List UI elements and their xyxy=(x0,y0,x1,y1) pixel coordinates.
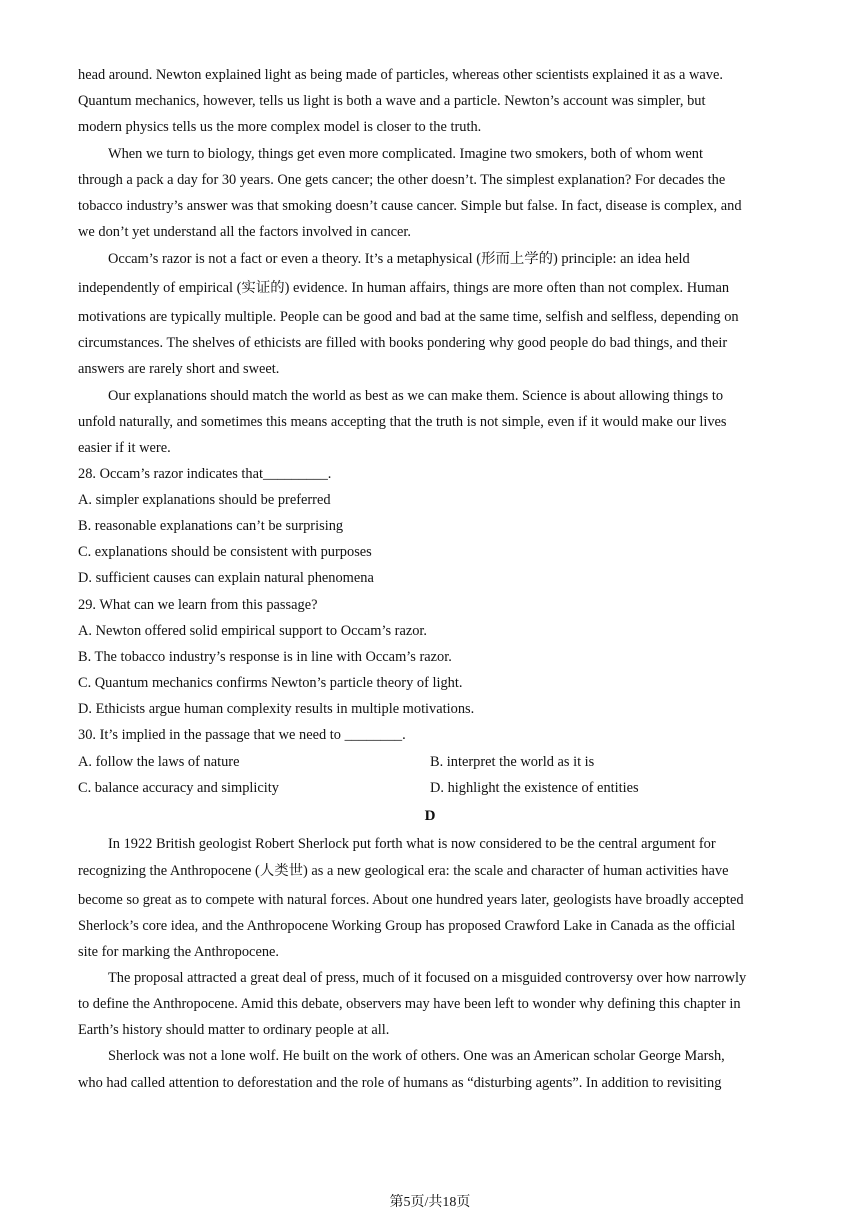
question-29-option-d: D. Ethicists argue human complexity results in multiple motivations. xyxy=(78,701,475,717)
passage-line: we don’t yet understand all the factors involved in cancer. xyxy=(78,224,412,240)
question-30-option-a: A. follow the laws of nature xyxy=(78,754,240,770)
passage-line: become so great as to compete with natural forces. About one hundred years later, geologists have broadly accepted xyxy=(78,892,744,908)
passage-line: independently of empirical (实证的) evidence. In human affairs, things are more often than not complex. Human xyxy=(78,280,730,296)
passage-line: modern physics tells us the more complex model is closer to the truth. xyxy=(78,119,482,135)
question-30-stem: 30. It’s implied in the passage that we need to ________. xyxy=(78,727,406,743)
question-28-option-b: B. reasonable explanations can’t be surprising xyxy=(78,518,344,534)
passage-line: to define the Anthropocene. Amid this debate, observers may have been left to wonder why defining this chapter in xyxy=(78,996,741,1012)
question-28-stem: 28. Occam’s razor indicates that_________. xyxy=(78,466,332,482)
question-28-option-d: D. sufficient causes can explain natural phenomena xyxy=(78,570,374,586)
passage-line: Occam’s razor is not a fact or even a theory. It’s a metaphysical (形而上学的) principle: an idea held xyxy=(108,251,690,267)
passage-line: circumstances. The shelves of ethicists are filled with books pondering why good people do bad things, and their xyxy=(78,335,728,351)
question-29-option-c: C. Quantum mechanics confirms Newton’s particle theory of light. xyxy=(78,675,463,691)
passage-line: Earth’s history should matter to ordinary people at all. xyxy=(78,1022,390,1038)
passage-line: Our explanations should match the world as best as we can make them. Science is about allowing things to xyxy=(108,388,724,404)
passage-line: The proposal attracted a great deal of press, much of it focused on a misguided controversy over how narrowly xyxy=(108,970,747,986)
passage-line: through a pack a day for 30 years. One gets cancer; the other doesn’t. The simplest explanation? For decades the xyxy=(78,172,726,188)
passage-line: tobacco industry’s answer was that smoking doesn’t cause cancer. Simple but false. In fact, disease is complex, and xyxy=(78,198,742,214)
passage-line: who had called attention to deforestation and the role of humans as “disturbing agents”. In addition to revisiting xyxy=(78,1075,722,1091)
passage-line: recognizing the Anthropocene (人类世) as a new geological era: the scale and character of human activities have xyxy=(78,863,729,879)
passage-line: When we turn to biology, things get even more complicated. Imagine two smokers, both of whom went xyxy=(108,146,703,162)
question-30-option-b: B. interpret the world as it is xyxy=(430,754,595,770)
passage-line: answers are rarely short and sweet. xyxy=(78,361,280,377)
passage-line: In 1922 British geologist Robert Sherlock put forth what is now considered to be the central argument for xyxy=(108,836,716,852)
passage-line: Sherlock was not a lone wolf. He built on the work of others. One was an American scholar George Marsh, xyxy=(108,1048,725,1064)
passage-line: Quantum mechanics, however, tells us light is both a wave and a particle. Newton’s account was simpler, but xyxy=(78,93,706,109)
section-heading: D xyxy=(424,808,436,824)
passage-line: head around. Newton explained light as being made of particles, whereas other scientists explained it as a wave. xyxy=(78,67,723,83)
passage-line: motivations are typically multiple. People can be good and bad at the same time, selfish and selfless, depending on xyxy=(78,309,739,325)
passage-line: site for marking the Anthropocene. xyxy=(78,944,280,960)
question-28-option-a: A. simpler explanations should be preferred xyxy=(78,492,331,508)
passage-line: Sherlock’s core idea, and the Anthropocene Working Group has proposed Crawford Lake in Canada as the official xyxy=(78,918,736,934)
question-30-option-c: C. balance accuracy and simplicity xyxy=(78,780,279,796)
page-number: 第5页/共18页 xyxy=(389,1195,471,1210)
question-29-option-b: B. The tobacco industry’s response is in line with Occam’s razor. xyxy=(78,649,452,665)
question-30-option-d: D. highlight the existence of entities xyxy=(430,780,639,796)
question-29-stem: 29. What can we learn from this passage? xyxy=(78,597,318,613)
question-29-option-a: A. Newton offered solid empirical support to Occam’s razor. xyxy=(78,623,428,639)
passage-line: easier if it were. xyxy=(78,440,171,456)
passage-line: unfold naturally, and sometimes this means accepting that the truth is not simple, even if it would make our lives xyxy=(78,414,727,430)
question-28-option-c: C. explanations should be consistent with purposes xyxy=(78,544,372,560)
